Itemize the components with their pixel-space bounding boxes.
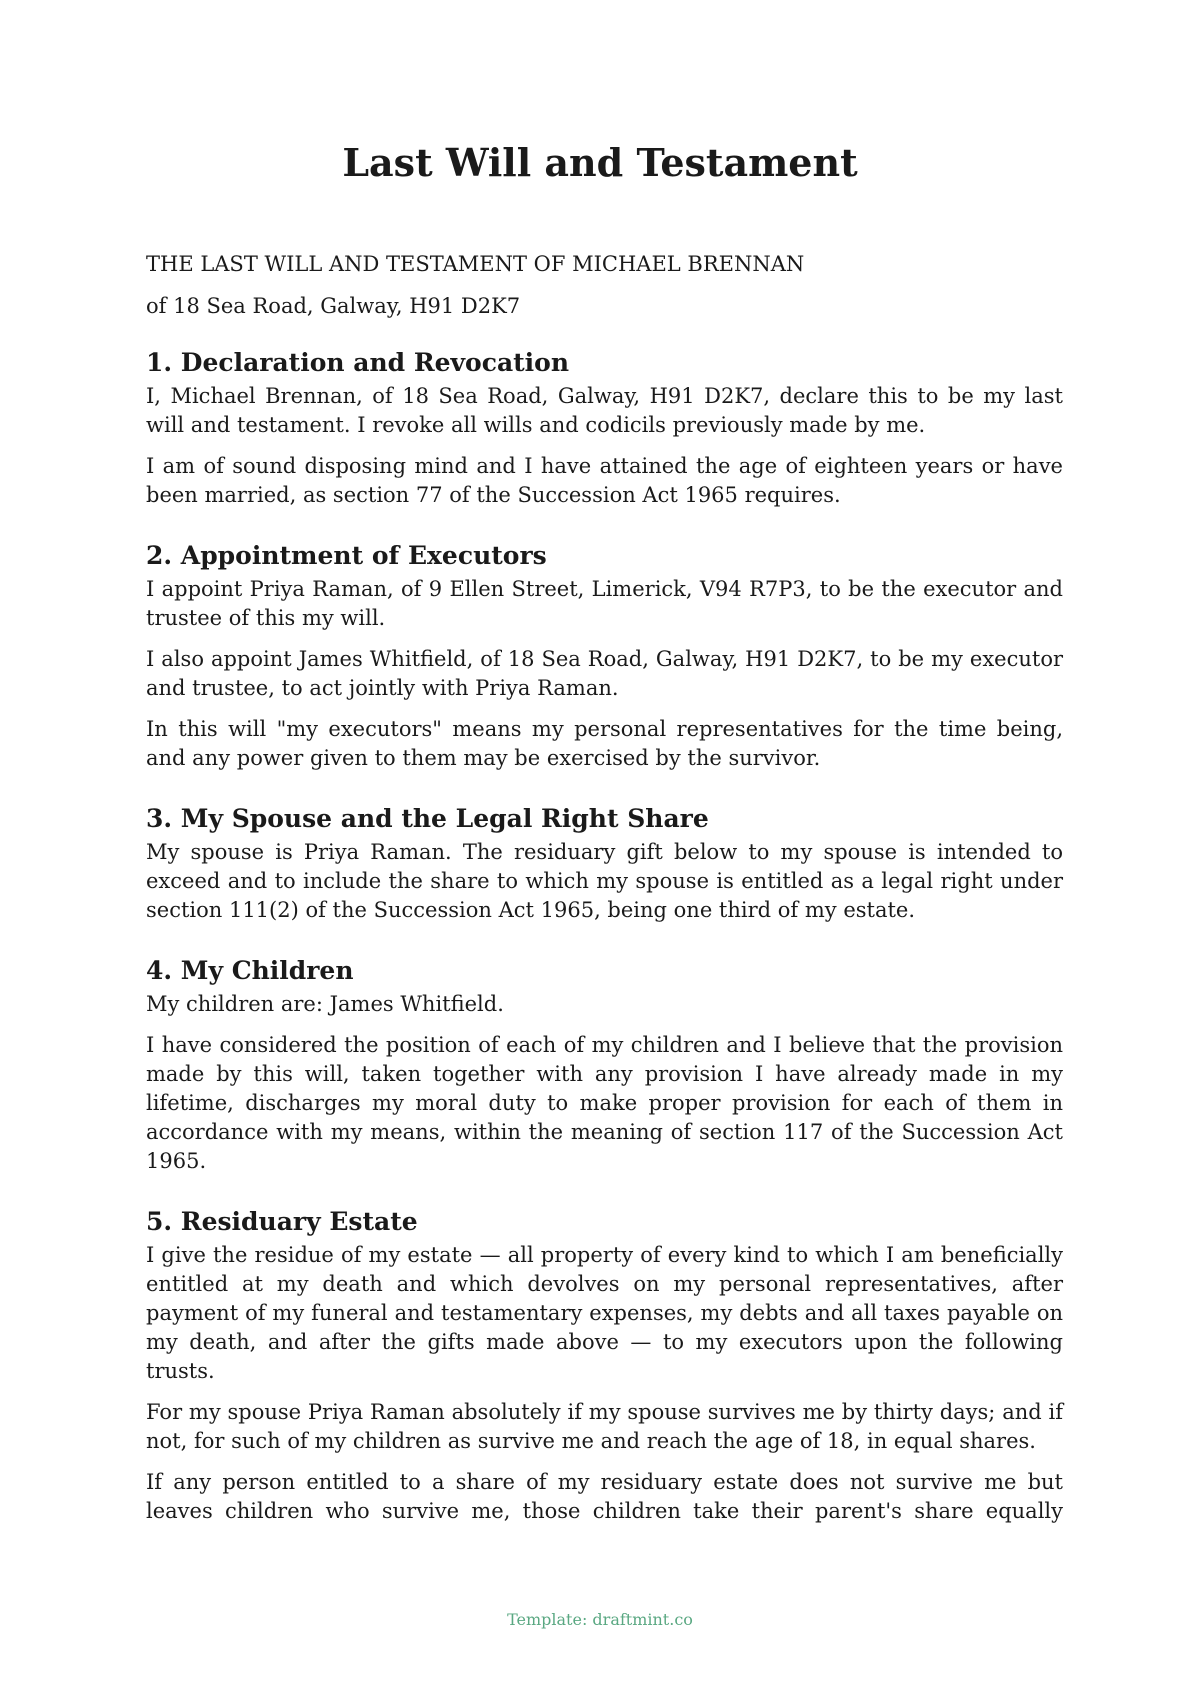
- paragraph: I also appoint James Whitfield, of 18 Sea Road, Galway, H91 D2K7, to be my executor and trustee, to act jointly with Priya Raman.: [146, 647, 1063, 700]
- section-heading: 5. Residuary Estate: [146, 1207, 418, 1236]
- paragraph: I give the residue of my estate — all property of every kind to which I am beneficially entitled at my death and which devolves on my personal representatives, after payment of my funeral and testamentary expenses, my debts and all taxes payable on my death, and after the gifts made above — to my executors upon the following trusts.: [146, 1243, 1063, 1383]
- paragraph: I, Michael Brennan, of 18 Sea Road, Galway, H91 D2K7, declare this to be my last will and testament. I revoke all wills and codicils previously made by me.: [146, 384, 1063, 437]
- section-executors: [146, 540, 1063, 773]
- document-title: Last Will and Testament: [342, 140, 858, 185]
- document-body: [146, 250, 1063, 1538]
- paragraph: My spouse is Priya Raman. The residuary gift below to my spouse is intended to exceed and to include the share to which my spouse is entitled as a legal right under section 111(2) of the Succession Act 1965, being one third of my estate.: [146, 840, 1063, 922]
- paragraph: For my spouse Priya Raman absolutely if my spouse survives me by thirty days; and if not, for such of my children as survive me and reach the age of 18, in equal shares.: [146, 1400, 1063, 1453]
- section-children: [146, 955, 1063, 1176]
- section-heading: 3. My Spouse and the Legal Right Share: [146, 804, 709, 833]
- paragraph: I appoint Priya Raman, of 9 Ellen Street, Limerick, V94 R7P3, to be the executor and trustee of this my will.: [146, 577, 1063, 630]
- section-declaration: [146, 347, 1063, 510]
- section-residuary-estate: [146, 1206, 1063, 1526]
- template-footer: Template: draftmint.co: [507, 1610, 693, 1629]
- paragraph: I am of sound disposing mind and I have attained the age of eighteen years or have been married, as section 77 of the Succession Act 1965 requires.: [146, 454, 1063, 507]
- section-heading: 4. My Children: [146, 956, 354, 985]
- paragraph: In this will "my executors" means my personal representatives for the time being, and any power given to them may be exercised by the survivor.: [146, 717, 1063, 770]
- testator-address: of 18 Sea Road, Galway, H91 D2K7: [146, 294, 521, 318]
- testator-heading: THE LAST WILL AND TESTAMENT OF MICHAEL BRENNAN: [146, 252, 805, 276]
- section-heading: 2. Appointment of Executors: [146, 541, 547, 570]
- paragraph: I have considered the position of each of my children and I believe that the provision made by this will, taken together with any provision I have already made in my lifetime, discharges my moral duty to make proper provision for each of them in accordance with my means, within the meaning of section 117 of the Succession Act 1965.: [146, 1033, 1063, 1173]
- section-spouse: [146, 803, 1063, 925]
- paragraph: If any person entitled to a share of my residuary estate does not survive me but leaves children who survive me, those children take their parent's share equally: [146, 1470, 1063, 1523]
- section-heading: 1. Declaration and Revocation: [146, 348, 570, 377]
- paragraph: My children are: James Whitfield.: [146, 992, 504, 1016]
